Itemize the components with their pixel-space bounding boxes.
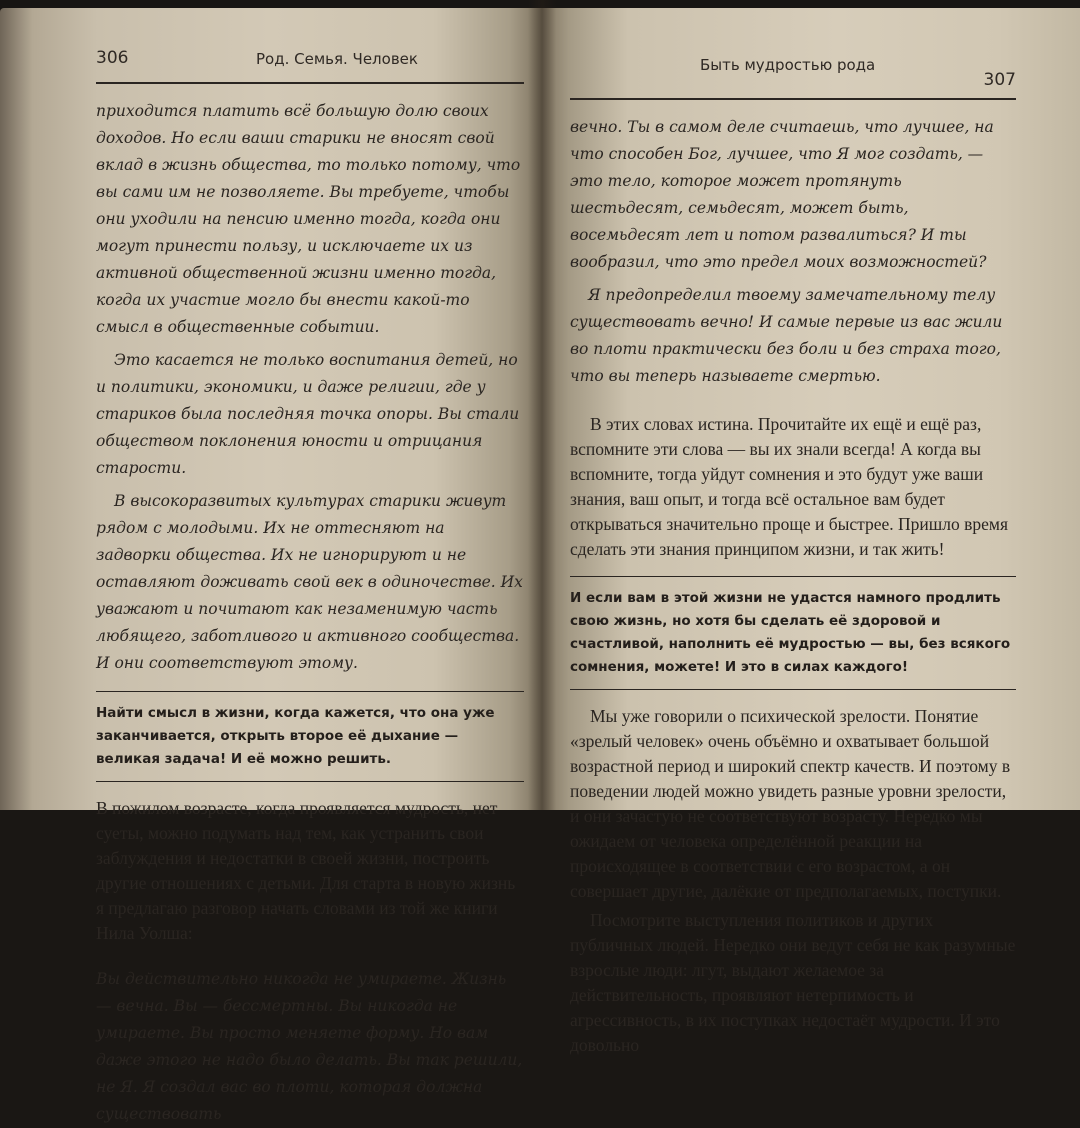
left-spacer — [96, 950, 524, 966]
right-callout: И если вам в этой жизни не удастся намного продлить свою жизнь, но хотя бы сделать её здоровой и счастливой, наполнить её мудростью — вы, без всякого сомнения, можете! И это в силах каждого! — [570, 576, 1016, 690]
right-page — [542, 8, 1080, 1055]
right-page-number: 307 — [983, 70, 1016, 90]
left-header-rule — [96, 82, 524, 84]
right-quote-paragraph-2: Я предопределил твоему замечательному телу существовать вечно! И самые первые из вас жили во плоти практически без боли и без страха того, что вы теперь называете смертью. — [570, 286, 1003, 385]
right-quote-paragraph-1: вечно. Ты в самом деле считаешь, что лучшее, на что способен Бог, лучшее, что Я мог создать, — это тело, которое может протянуть шестьдесят, семьдесят, может быть, восемьдесят лет и потом развалиться? И ты вообразил, что это предел моих возможностей? — [570, 118, 994, 271]
left-quote-paragraph-2: Это касается не только воспитания детей, но и политики, экономики, и даже религии, где у стариков была последняя точка опоры. Вы стали обществом поклонения юности и отрицания старости. — [96, 351, 520, 477]
left-running-title: Род. Семья. Человек — [256, 50, 418, 68]
right-running-title: Быть мудростью рода — [700, 56, 876, 74]
right-running-head — [570, 48, 1016, 90]
right-header-rule — [570, 98, 1016, 100]
left-body-paragraph: В пожилом возрасте, когда проявляется мудрость, нет суеты, можно подумать над тем, как устранить свои заблуждения и недостатки в своей жизни, построить другие отношениях с детьми. Для старта в новую жизнь я предлагаю разговор начать словами из той же книги Нила Уолша: — [96, 798, 516, 943]
right-body-paragraph-1: В этих словах истина. Прочитайте их ещё и ещё раз, вспомните эти слова — вы их знали всегда! А когда вы вспомните, тогда уйдут сомнения и это будут уже ваши знания, ваш опыт, и тогда всё остальное вам будет открываться значительно проще и быстрее. Пришло время сделать эти знания принципом жизни, и так жить! — [570, 414, 1009, 559]
left-quote-paragraph-1: приходится платить всё большую долю своих доходов. Но если ваши старики не вносят свой вклад в жизнь общества, то только потому, что вы сами им не позволяете. Вы требуете, чтобы они уходили на пенсию именно тогда, когда они могут принести пользу, и исключаете их из активной общественной жизни именно тогда, когда их участие могло бы внести какой-то смысл в общественные событии. — [96, 102, 521, 336]
left-quote-closing: Вы действительно никогда не умираете. Жизнь — вечна. Вы — бессмертны. Вы никогда не умираете. Вы просто меняете форму. Но вам даже этого не надо было делать. Вы так решили, не Я. Я создал вас во плоти, которая должна существовать — [96, 970, 523, 1123]
left-page — [0, 8, 542, 1123]
left-quote-paragraph-3: В высокоразвитых культурах старики живут рядом с молодыми. Их не оттесняют на задворки общества. Их не игнорируют и не оставляют доживать свой век в одиночестве. Их уважают и почитают как незаменимую часть любящего, заботливого и активного сообщества. И они соответствуют этому. — [96, 492, 523, 672]
left-callout: Найти смысл в жизни, когда кажется, что она уже заканчивается, открыть второе её дыхание — великая задача! И её можно решить. — [96, 691, 524, 782]
right-body-paragraph-3: Посмотрите выступления политиков и других публичных людей. Нередко они ведут себя не как разумные взрослые люди: лгут, выдают желаемое за действительность, проявляют нетерпимость и агрессивность, в их поступках недостаёт мудрости. И это довольно — [570, 910, 1016, 1055]
right-spacer — [570, 396, 1016, 412]
left-page-number: 306 — [96, 48, 129, 68]
right-body-paragraph-2: Мы уже говорили о психической зрелости. Понятие «зрелый человек» очень объёмно и охватывает большой возрастной период и широкий спектр качеств. И поэтому в поведении людей можно увидеть разные уровни зрелости, и они зачастую не соответствуют возрасту. Нередко мы ожидаем от человека определённой реакции на происходящее в соответствии с его возрастом, а он совершает другие, далёкие от предполагаемых, поступки. — [570, 706, 1011, 901]
left-running-head — [96, 48, 524, 78]
